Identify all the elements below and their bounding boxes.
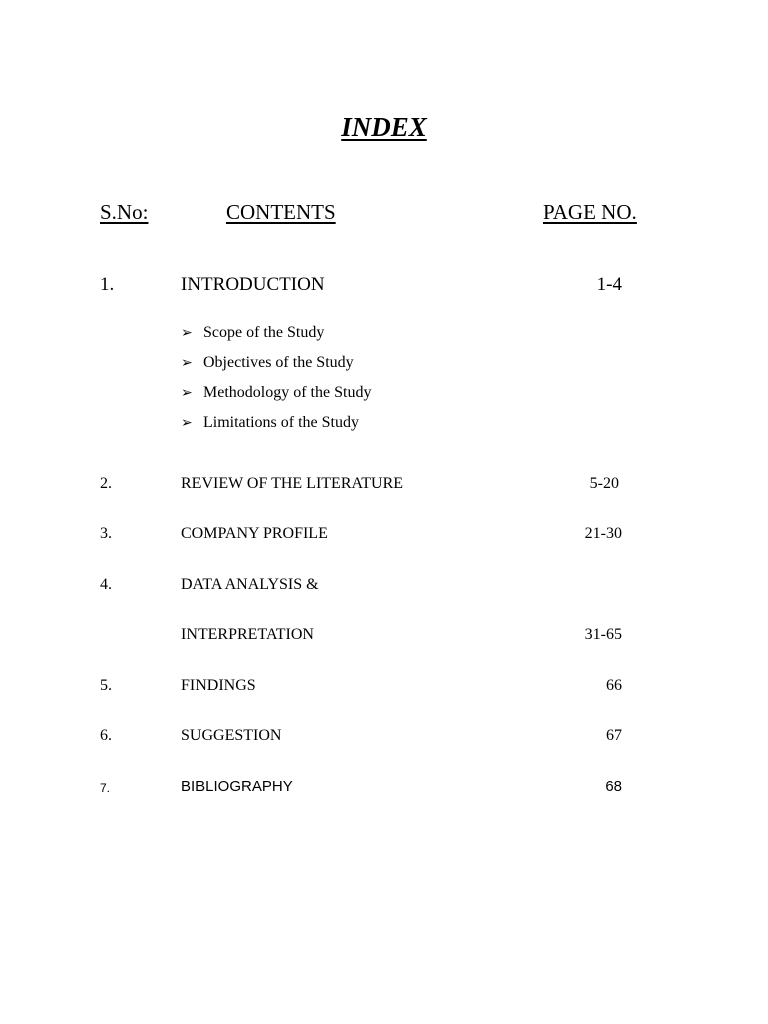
entry-title: REVIEW OF THE LITERATURE [181,475,404,492]
entry-pages: 31-65 [584,626,622,643]
page-no-word: NO. [601,200,637,224]
introduction-sub-items [181,322,371,442]
entry-pages: 21-30 [584,525,622,542]
entry-pages: 66 [606,677,622,694]
entry-sno: 5. [100,677,112,694]
entry-pages: 5-20 [589,475,619,492]
entry-pages: 68 [605,778,622,795]
entry-title: BIBLIOGRAPHY [181,778,293,795]
page-word: PAGE [543,200,596,224]
entry-sno: 2. [100,475,112,492]
sub-item-label: Limitations of the Study [203,414,359,431]
list-item [181,352,371,382]
entry-sno: 3. [100,525,112,542]
list-item [181,382,371,412]
arrow-bullet-icon: ➢ [181,416,193,431]
entry-title: COMPANY PROFILE [181,525,328,542]
arrow-bullet-icon: ➢ [181,386,193,401]
entry-sno: 1. [100,274,115,295]
page-title: INDEX [341,112,427,142]
entry-title: FINDINGS [181,677,256,694]
entry-sno: 7. [100,781,111,795]
page-no-column-header [543,200,637,225]
entry-sno: 4. [100,576,112,593]
sub-item-label: Methodology of the Study [203,384,372,401]
contents-column-header: CONTENTS [226,200,336,224]
entry-title: SUGGESTION [181,727,282,744]
entry-pages: 1-4 [596,274,622,295]
sub-item-label: Scope of the Study [203,324,325,341]
sub-item-label: Objectives of the Study [203,354,354,371]
entry-sno: 6. [100,727,112,744]
entry-pages: 67 [606,727,622,744]
sno-column-header: S.No: [100,200,149,224]
entry-title: INTRODUCTION [181,274,325,295]
list-item [181,322,371,352]
arrow-bullet-icon: ➢ [181,326,193,341]
arrow-bullet-icon: ➢ [181,356,193,371]
entry-title: DATA ANALYSIS & [181,576,319,593]
entry-title-line2: INTERPRETATION [181,626,314,643]
list-item [181,412,371,442]
